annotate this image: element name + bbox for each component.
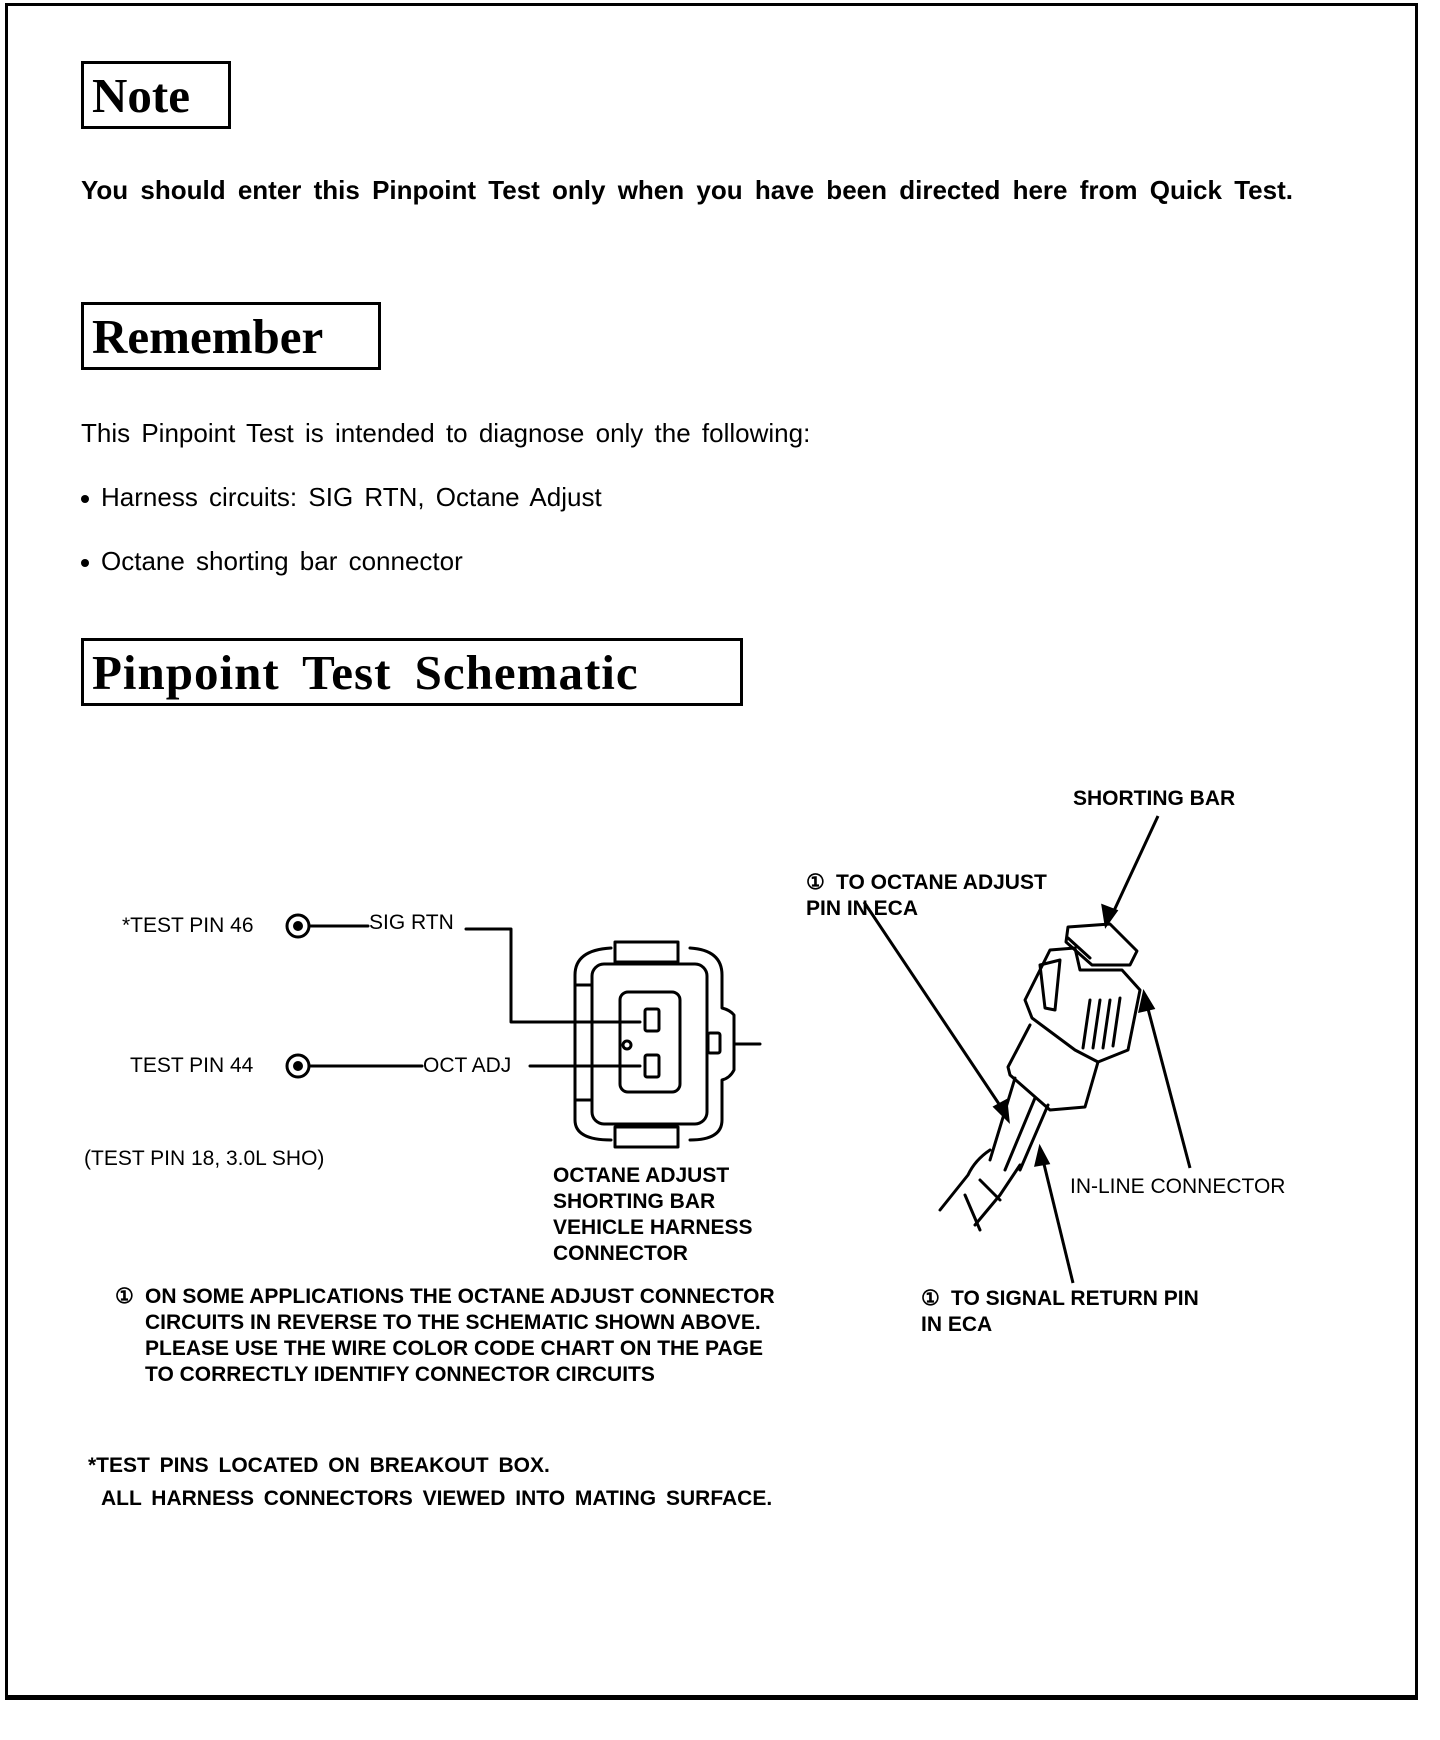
sig-rtn-label: SIG RTN [369,911,454,934]
footer-note: *TEST PINS LOCATED ON BREAKOUT BOX. [88,1454,550,1477]
footnote-marker-icon: ① [806,871,825,894]
to-octane-adjust-label: PIN IN ECA [806,897,919,920]
note-body: You should enter this Pinpoint Test only when you have been directed here from Quick Test. [81,175,1293,205]
footnote-line: TO CORRECTLY IDENTIFY CONNECTOR CIRCUITS [145,1363,655,1386]
note-heading-text: Note [92,67,190,123]
schematic-heading-text: Pinpoint Test Schematic [92,644,639,700]
test-pin-44-label: TEST PIN 44 [130,1054,254,1077]
remember-intro: This Pinpoint Test is intended to diagnose only the following: [81,418,811,448]
bullet-text: Harness circuits: SIG RTN, Octane Adjust [101,482,602,512]
test-pin-46-terminal-icon [287,915,309,937]
footnote-line: CIRCUITS IN REVERSE TO THE SCHEMATIC SHOWN ABOVE. [145,1311,761,1334]
oct-adj-label: OCT ADJ [423,1054,512,1077]
to-signal-return-label: IN ECA [921,1313,993,1336]
test-pin-alt-label: (TEST PIN 18, 3.0L SHO) [84,1147,325,1170]
footnote-line: ON SOME APPLICATIONS THE OCTANE ADJUST CONNECTOR [145,1285,775,1308]
harness-connector-icon [575,942,760,1147]
footnote-line: PLEASE USE THE WIRE COLOR CODE CHART ON THE PAGE [145,1337,763,1360]
to-octane-adjust-label: TO OCTANE ADJUST [836,871,1047,894]
footnote-marker-icon: ① [115,1285,134,1308]
in-line-connector-label: IN-LINE CONNECTOR [1070,1175,1286,1198]
shorting-bar-label: SHORTING BAR [1073,787,1236,810]
test-pin-46-label: *TEST PIN 46 [122,914,254,937]
bullet-text: Octane shorting bar connector [101,546,463,576]
to-signal-return-label: TO SIGNAL RETURN PIN [951,1287,1199,1310]
connector-label: OCTANE ADJUST [553,1164,730,1187]
remember-heading-text: Remember [92,308,324,364]
test-pin-44-terminal-icon [287,1055,309,1077]
connector-label: VEHICLE HARNESS [553,1216,753,1239]
footnote-marker-icon: ① [921,1287,940,1310]
footer-note: ALL HARNESS CONNECTORS VIEWED INTO MATING SURFACE. [101,1487,773,1510]
connector-label: CONNECTOR [553,1242,688,1265]
connector-label: SHORTING BAR [553,1190,716,1213]
